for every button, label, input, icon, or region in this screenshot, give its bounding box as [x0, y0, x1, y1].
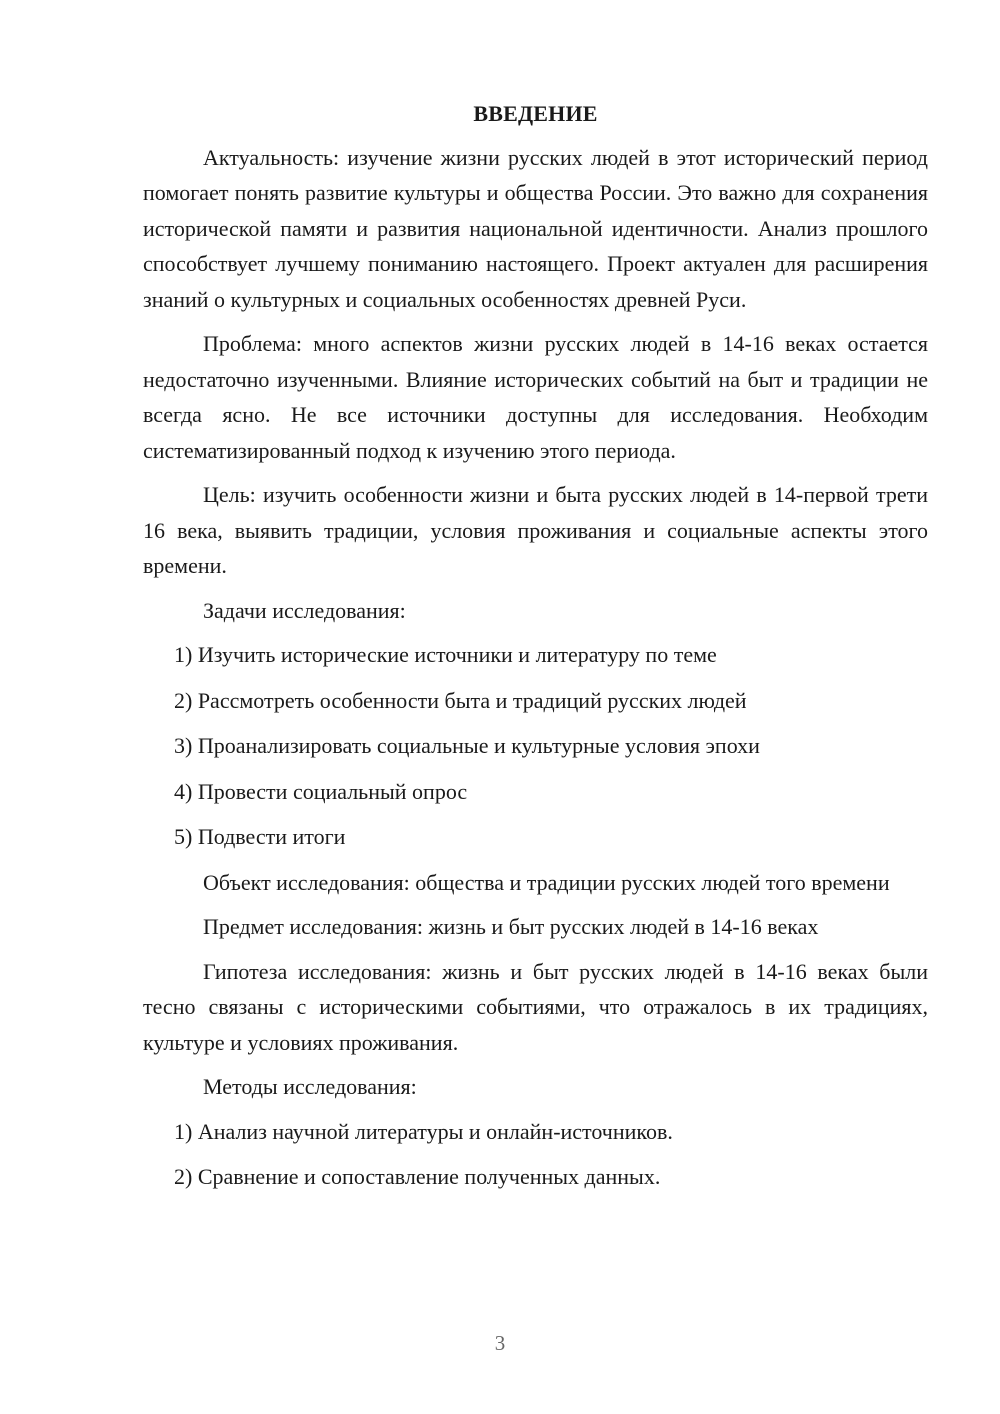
relevance-paragraph: Актуальность: изучение жизни русских людей в этот исторический период помогает понять развитие культуры и общества России. Это важно для сохранения исторической памяти и развития национальной идентичности. Анализ прошлого способствует лучшему пониманию настоящего. Проект актуален для расширения знаний о культурных и социальных особенностях древней Руси.	[143, 144, 928, 312]
task-item-3: 3) Проанализировать социальные и культурные условия эпохи	[174, 733, 760, 758]
task-item-2: 2) Рассмотреть особенности быта и традиций русских людей	[174, 687, 747, 713]
goal-paragraph: Цель: изучить особенности жизни и быта русских людей в 14-первой трети 16 века, выявить традиции, условия проживания и социальные аспекты этого времени.	[143, 482, 928, 578]
subject-paragraph: Предмет исследования: жизнь и быт русских людей в 14-16 веках	[203, 914, 819, 939]
section-title: ВВЕДЕНИЕ	[473, 101, 598, 126]
method-item-1: 1) Анализ научной литературы и онлайн-источников.	[174, 1118, 673, 1144]
method-item-2: 2) Сравнение и сопоставление полученных данных.	[174, 1164, 661, 1189]
task-item-5: 5) Подвести итоги	[174, 824, 346, 849]
page-number: 3	[494, 1331, 506, 1355]
task-item-4: 4) Провести социальный опрос	[174, 778, 468, 804]
methods-heading: Методы исследования:	[203, 1074, 417, 1099]
tasks-heading: Задачи исследования:	[203, 597, 406, 623]
object-paragraph: Объект исследования: общества и традиции русских людей того времени	[203, 869, 890, 895]
hypothesis-paragraph: Гипотеза исследования: жизнь и быт русских людей в 14-16 веках были тесно связаны с историческими событиями, что отражалось в их традициях, культуре и условиях проживания.	[143, 958, 928, 1055]
problem-paragraph: Проблема: много аспектов жизни русских людей в 14-16 веках остается недостаточно изученными. Влияние исторических событий на быт и традиции не всегда ясно. Не все источники доступны для исследования. Необходим систематизированный подход к изучению этого периода.	[143, 331, 928, 463]
task-item-1: 1) Изучить исторические источники и литературу по теме	[174, 642, 717, 667]
